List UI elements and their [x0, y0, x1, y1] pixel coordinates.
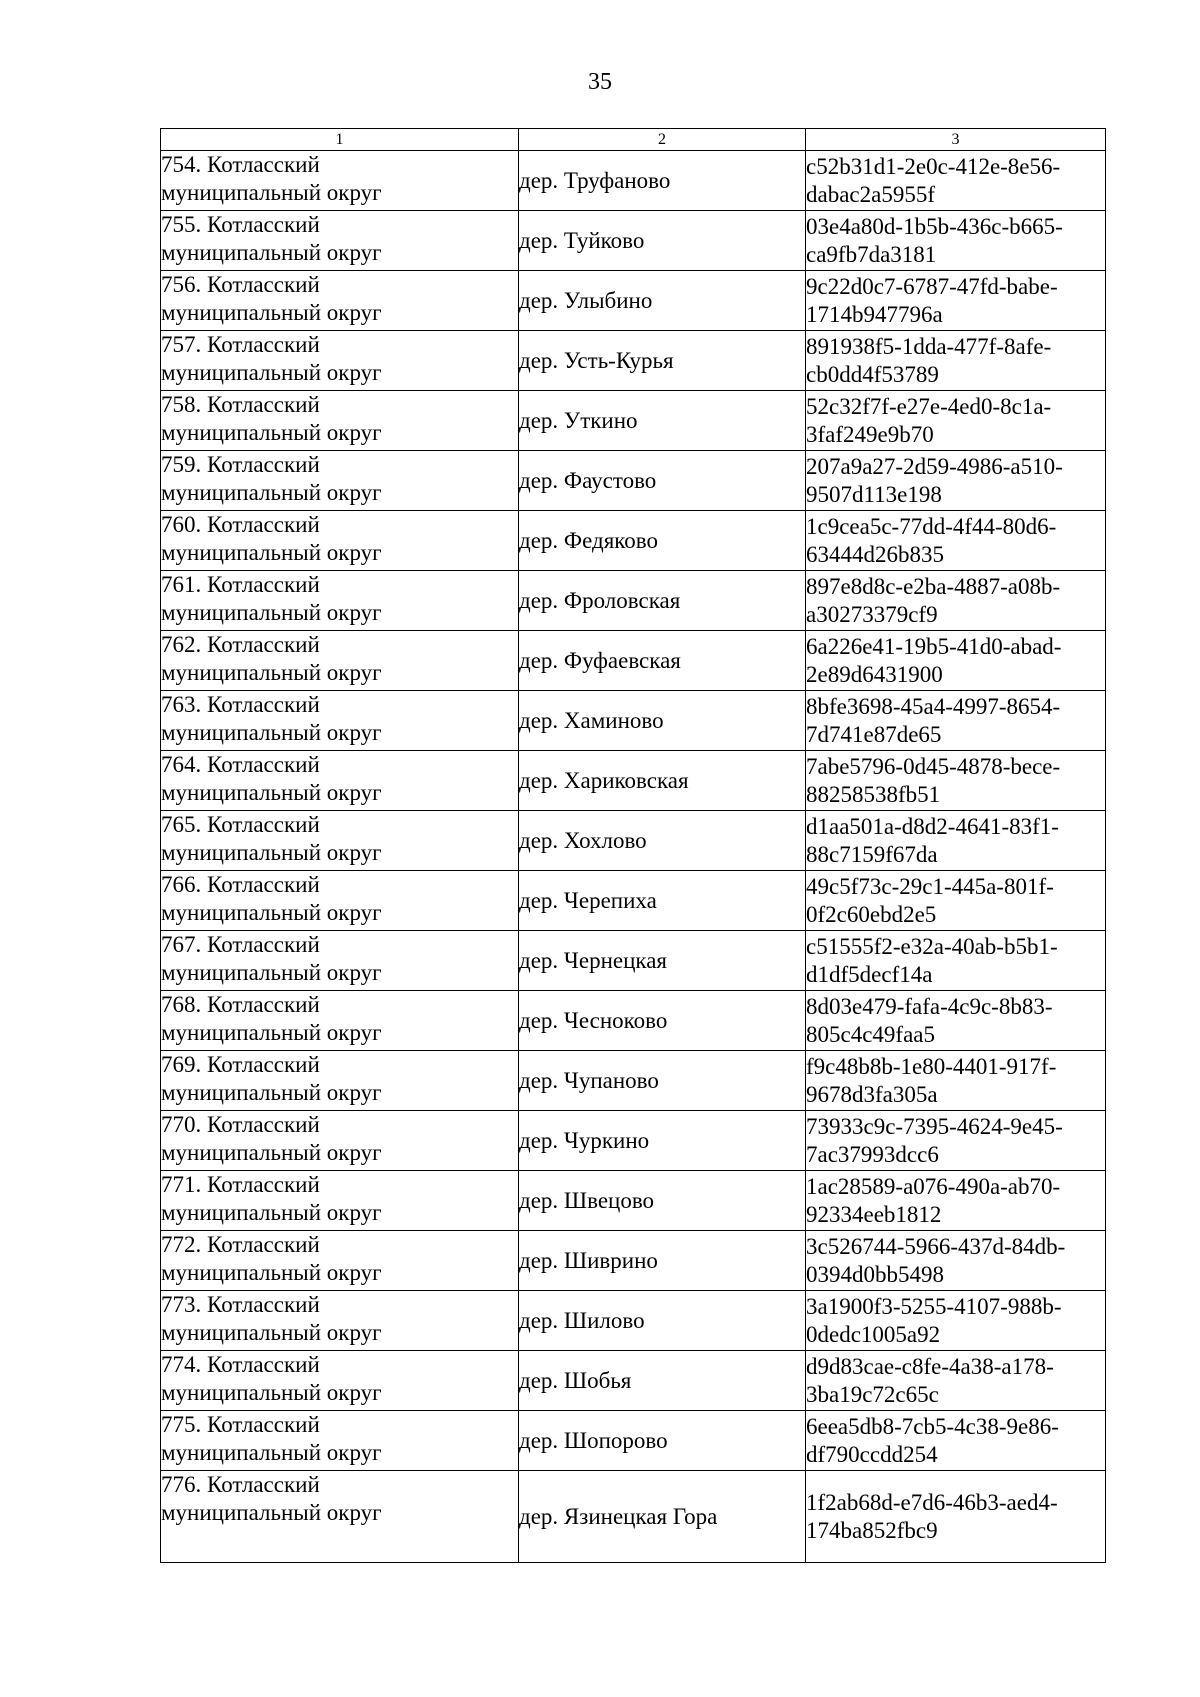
guid-line: 1c9cea5c-77dd-4f44-80d6- — [806, 513, 1057, 539]
municipality-cell — [161, 1411, 519, 1471]
table-row — [161, 151, 1106, 211]
municipality-line: муниципальный округ — [161, 1320, 382, 1345]
guid-line: 92334eeb1812 — [806, 1201, 942, 1227]
settlement-cell: дер. Шиврино — [519, 1231, 806, 1291]
guid-line: 174ba852fbc9 — [806, 1517, 938, 1543]
table-row — [161, 811, 1106, 871]
guid-line: cb0dd4f53789 — [806, 361, 939, 387]
municipality-line: муниципальный округ — [161, 1140, 382, 1165]
settlement-cell: дер. Язинецкая Гора — [519, 1471, 806, 1563]
guid-line: 0394d0bb5498 — [806, 1261, 944, 1287]
guid-line: d1aa501a-d8d2-4641-83f1- — [806, 813, 1059, 839]
settlement-cell: дер. Хаминово — [519, 691, 806, 751]
guid-cell — [806, 151, 1106, 211]
page-number: 35 — [588, 69, 612, 95]
guid-line: 1714b947796a — [806, 301, 943, 327]
guid-cell — [806, 1291, 1106, 1351]
settlement-cell: дер. Шопорово — [519, 1411, 806, 1471]
table-row — [161, 451, 1106, 511]
municipality-cell — [161, 1231, 519, 1291]
guid-cell — [806, 1471, 1106, 1563]
municipality-line: 767. Котласский — [161, 932, 320, 957]
municipality-cell — [161, 271, 519, 331]
guid-line: 7ac37993dcc6 — [806, 1141, 939, 1167]
municipality-line: муниципальный округ — [161, 780, 382, 805]
municipality-line: 764. Котласский — [161, 752, 320, 777]
guid-cell — [806, 451, 1106, 511]
table-row — [161, 271, 1106, 331]
guid-line: 897e8d8c-e2ba-4887-a08b- — [806, 573, 1061, 599]
column-number-row — [161, 129, 1106, 151]
guid-cell — [806, 511, 1106, 571]
guid-line: 88258538fb51 — [806, 781, 941, 807]
table-row — [161, 1351, 1106, 1411]
table-row — [161, 211, 1106, 271]
guid-line: 6a226e41-19b5-41d0-abad- — [806, 633, 1062, 659]
municipality-line: 762. Котласский — [161, 632, 320, 657]
municipality-line: муниципальный округ — [161, 660, 382, 685]
municipality-line: муниципальный округ — [161, 960, 382, 985]
municipality-line: муниципальный округ — [161, 1440, 382, 1465]
guid-cell — [806, 931, 1106, 991]
municipality-line: 755. Котласский — [161, 212, 320, 237]
municipality-cell — [161, 1111, 519, 1171]
municipality-line: муниципальный округ — [161, 420, 382, 445]
municipality-line: 775. Котласский — [161, 1412, 320, 1437]
guid-line: 7abe5796-0d45-4878-bece- — [806, 753, 1061, 779]
guid-line: 88c7159f67da — [806, 841, 938, 867]
guid-line: d1df5decf14a — [806, 961, 933, 987]
municipality-cell — [161, 331, 519, 391]
guid-cell — [806, 271, 1106, 331]
settlement-cell: дер. Фуфаевская — [519, 631, 806, 691]
guid-line: 207a9a27-2d59-4986-a510- — [806, 453, 1063, 479]
table-row — [161, 1051, 1106, 1111]
municipality-line: 761. Котласский — [161, 572, 320, 597]
municipality-line: муниципальный округ — [161, 1380, 382, 1405]
guid-line: 805c4c49faa5 — [806, 1021, 935, 1047]
municipality-cell — [161, 1471, 519, 1563]
table-row — [161, 1291, 1106, 1351]
guid-line: 73933c9c-7395-4624-9e45- — [806, 1113, 1063, 1139]
guid-line: d9d83cae-c8fe-4a38-a178- — [806, 1353, 1054, 1379]
municipality-line: 760. Котласский — [161, 512, 320, 537]
guid-line: 03e4a80d-1b5b-436c-b665- — [806, 213, 1063, 239]
municipality-line: 754. Котласский — [161, 152, 320, 177]
settlement-cell: дер. Фаустово — [519, 451, 806, 511]
municipality-line: 769. Котласский — [161, 1052, 320, 1077]
guid-cell — [806, 1171, 1106, 1231]
guid-line: 1ac28589-a076-490a-ab70- — [806, 1173, 1061, 1199]
municipality-line: муниципальный округ — [161, 480, 382, 505]
municipality-line: 771. Котласский — [161, 1172, 320, 1197]
settlement-cell: дер. Туйково — [519, 211, 806, 271]
guid-line: 0dedc1005a92 — [806, 1321, 941, 1347]
guid-line: 7d741e87de65 — [806, 721, 942, 747]
municipality-line: муниципальный округ — [161, 180, 382, 205]
municipality-line: 758. Котласский — [161, 392, 320, 417]
guid-line: a30273379cf9 — [806, 601, 938, 627]
municipality-cell — [161, 631, 519, 691]
guid-line: 52c32f7f-e27e-4ed0-8c1a- — [806, 393, 1052, 419]
guid-line: f9c48b8b-1e80-4401-917f- — [806, 1053, 1057, 1079]
guid-cell — [806, 391, 1106, 451]
table-row — [161, 571, 1106, 631]
municipality-line: 766. Котласский — [161, 872, 320, 897]
table-row — [161, 1171, 1106, 1231]
guid-line: 9507d113e198 — [806, 481, 942, 507]
municipality-line: 776. Котласский — [161, 1472, 320, 1497]
guid-cell — [806, 1351, 1106, 1411]
guid-cell — [806, 571, 1106, 631]
municipality-line: 774. Котласский — [161, 1352, 320, 1377]
municipality-line: муниципальный округ — [161, 1200, 382, 1225]
guid-line: dabac2a5955f — [806, 181, 935, 207]
municipality-cell — [161, 211, 519, 271]
settlement-cell: дер. Хариковская — [519, 751, 806, 811]
guid-cell — [806, 331, 1106, 391]
municipality-cell — [161, 1171, 519, 1231]
table-row — [161, 1471, 1106, 1563]
guid-line: 891938f5-1dda-477f-8afe- — [806, 333, 1052, 359]
guid-line: c52b31d1-2e0c-412e-8e56- — [806, 153, 1061, 179]
guid-line: 1f2ab68d-e7d6-46b3-aed4- — [806, 1489, 1058, 1515]
settlement-cell: дер. Улыбино — [519, 271, 806, 331]
guid-line: 0f2c60ebd2e5 — [806, 901, 937, 927]
guid-line: 3ba19c72c65c — [806, 1381, 939, 1407]
municipality-line: муниципальный округ — [161, 300, 382, 325]
settlements-table — [160, 128, 1106, 1563]
table-row — [161, 691, 1106, 751]
municipality-line: 770. Котласский — [161, 1112, 320, 1137]
guid-line: c51555f2-e32a-40ab-b5b1- — [806, 933, 1058, 959]
municipality-cell — [161, 391, 519, 451]
settlement-cell: дер. Федяково — [519, 511, 806, 571]
guid-cell — [806, 991, 1106, 1051]
municipality-line: 763. Котласский — [161, 692, 320, 717]
settlement-cell: дер. Усть-Курья — [519, 331, 806, 391]
municipality-line: 756. Котласский — [161, 272, 320, 297]
municipality-line: 772. Котласский — [161, 1232, 320, 1257]
settlement-cell: дер. Чесноково — [519, 991, 806, 1051]
municipality-cell — [161, 451, 519, 511]
settlement-cell: дер. Уткино — [519, 391, 806, 451]
municipality-cell — [161, 511, 519, 571]
municipality-line: муниципальный округ — [161, 720, 382, 745]
guid-cell — [806, 631, 1106, 691]
guid-line: 6eea5db8-7cb5-4c38-9e86- — [806, 1413, 1059, 1439]
table-row — [161, 751, 1106, 811]
guid-line: 3a1900f3-5255-4107-988b- — [806, 1293, 1062, 1319]
guid-line: 9678d3fa305a — [806, 1081, 938, 1107]
guid-line: 2e89d6431900 — [806, 661, 943, 687]
table-row — [161, 631, 1106, 691]
guid-line: 8bfe3698-45a4-4997-8654- — [806, 693, 1061, 719]
municipality-line: 765. Котласский — [161, 812, 320, 837]
guid-line: 8d03e479-fafa-4c9c-8b83- — [806, 993, 1053, 1019]
settlement-cell: дер. Черепиха — [519, 871, 806, 931]
municipality-line: 757. Котласский — [161, 332, 320, 357]
guid-cell — [806, 1231, 1106, 1291]
settlement-cell: дер. Шобья — [519, 1351, 806, 1411]
column-header-2: 2 — [519, 129, 806, 151]
municipality-line: 773. Котласский — [161, 1292, 320, 1317]
settlement-cell: дер. Чуркино — [519, 1111, 806, 1171]
guid-line: 9c22d0c7-6787-47fd-babe- — [806, 273, 1058, 299]
municipality-line: муниципальный округ — [161, 1080, 382, 1105]
municipality-cell — [161, 931, 519, 991]
municipality-line: 759. Котласский — [161, 452, 320, 477]
table-row — [161, 931, 1106, 991]
municipality-line: муниципальный округ — [161, 600, 382, 625]
settlement-cell: дер. Чернецкая — [519, 931, 806, 991]
table-row — [161, 391, 1106, 451]
municipality-line: муниципальный округ — [161, 360, 382, 385]
municipality-cell — [161, 751, 519, 811]
municipality-line: муниципальный округ — [161, 900, 382, 925]
municipality-cell — [161, 691, 519, 751]
municipality-line: муниципальный округ — [161, 240, 382, 265]
guid-line: 63444d26b835 — [806, 541, 944, 567]
guid-line: df790ccdd254 — [806, 1441, 938, 1467]
municipality-cell — [161, 1351, 519, 1411]
municipality-cell — [161, 811, 519, 871]
settlement-cell: дер. Хохлово — [519, 811, 806, 871]
table-body — [161, 151, 1106, 1563]
column-header-1: 1 — [161, 129, 519, 151]
guid-cell — [806, 1051, 1106, 1111]
settlement-cell: дер. Чупаново — [519, 1051, 806, 1111]
municipality-line: муниципальный округ — [161, 1500, 382, 1525]
table-row — [161, 1231, 1106, 1291]
municipality-cell — [161, 1051, 519, 1111]
table-row — [161, 1411, 1106, 1471]
guid-cell — [806, 751, 1106, 811]
table-row — [161, 511, 1106, 571]
guid-cell — [806, 871, 1106, 931]
guid-cell — [806, 811, 1106, 871]
table-row — [161, 871, 1106, 931]
municipality-cell — [161, 1291, 519, 1351]
table-row — [161, 991, 1106, 1051]
municipality-line: муниципальный округ — [161, 1020, 382, 1045]
guid-line: 3c526744-5966-437d-84db- — [806, 1233, 1066, 1259]
settlement-cell: дер. Шилово — [519, 1291, 806, 1351]
settlement-cell: дер. Труфаново — [519, 151, 806, 211]
guid-cell — [806, 1411, 1106, 1471]
municipality-cell — [161, 871, 519, 931]
guid-line: 3faf249e9b70 — [806, 421, 934, 447]
table-row — [161, 1111, 1106, 1171]
municipality-cell — [161, 991, 519, 1051]
municipality-cell — [161, 571, 519, 631]
guid-line: ca9fb7da3181 — [806, 241, 937, 267]
municipality-line: муниципальный округ — [161, 1260, 382, 1285]
municipality-line: муниципальный округ — [161, 840, 382, 865]
municipality-cell — [161, 151, 519, 211]
guid-cell — [806, 211, 1106, 271]
settlement-cell: дер. Фроловская — [519, 571, 806, 631]
municipality-line: 768. Котласский — [161, 992, 320, 1017]
table-row — [161, 331, 1106, 391]
municipality-line: муниципальный округ — [161, 540, 382, 565]
guid-cell — [806, 1111, 1106, 1171]
settlement-cell: дер. Швецово — [519, 1171, 806, 1231]
guid-cell — [806, 691, 1106, 751]
guid-line: 49c5f73c-29c1-445a-801f- — [806, 873, 1054, 899]
column-header-3: 3 — [806, 129, 1106, 151]
